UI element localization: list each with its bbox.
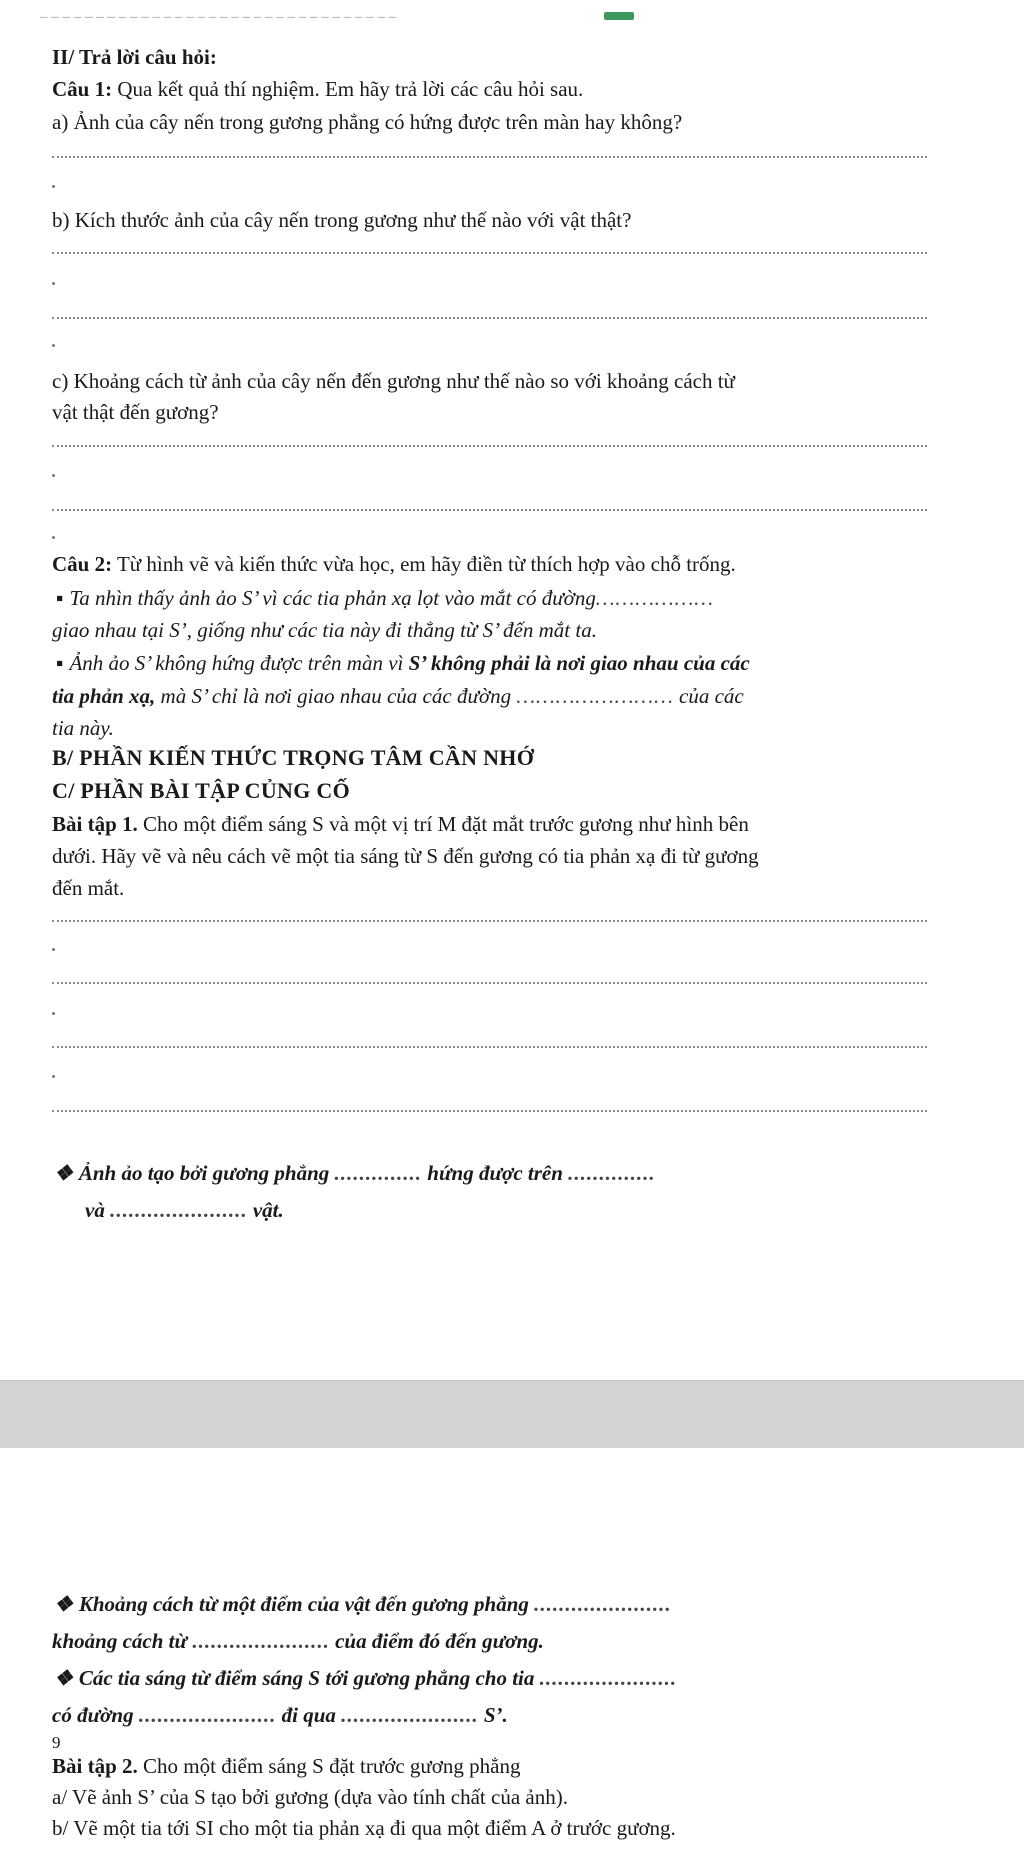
memory-point-2-line-1: ❖ Khoảng cách từ một điểm của vật đến gương phẳng ...................... [54,1592,672,1616]
question-2-text: Từ hình vẽ và kiến thức vừa học, em hãy điền từ thích hợp vào chỗ trống. [112,552,736,576]
question-1-label: Câu 1: [52,77,113,101]
answer-dotted-line [52,1110,927,1112]
exercise-2-part-a: a/ Vẽ ảnh S’ của S tạo bởi gương (dựa vào tính chất của ảnh). [52,1785,568,1809]
question-1c-line-2: vật thật đến gương? [52,400,219,424]
page-number: 9 [52,1733,61,1752]
page-separator [0,1380,1024,1450]
answer-dotted-line [52,445,927,447]
line-dot [52,344,55,347]
bullet-icon: ▪ [56,586,64,610]
diamond-bullet-icon: ❖ [54,1666,73,1690]
question-2-statement-2-line-1: ▪ Ảnh ảo S’ không hứng được trên màn vì S’ không phải là nơi giao nhau của các [56,651,750,675]
question-2-statement-1-line-1: ▪ Ta nhìn thấy ảnh ảo S’ vì các tia phản xạ lọt vào mắt có đường……………… [56,586,714,610]
document-page-bottom [0,1448,1024,1876]
section-ii-heading: II/ Trả lời câu hỏi: [52,45,217,69]
blank-fill: ...................... [138,1703,277,1727]
question-2-statement-2-line-2: tia phản xạ, mà S’ chỉ là nơi giao nhau của các đường …………………… của các [52,684,744,708]
question-2-statement-1-line-2: giao nhau tại S’, giống như các tia này đi thẳng từ S’ đến mắt ta. [52,618,597,642]
cut-off-previous-line: – – – – – – – – – – – – – – – – – – – – – – – – – – – – – – – – [40,10,397,24]
bullet-icon: ▪ [56,651,64,675]
section-b-heading: B/ PHẦN KIẾN THỨC TRỌNG TÂM CẦN NHỚ [52,745,535,770]
question-2-intro [52,551,736,577]
blank-fill: ...................... [110,1198,248,1222]
memory-point-3-line-2: có đường ...................... đi qua ...................... S’. [52,1703,508,1727]
question-2-label: Câu 2: [52,552,113,576]
answer-dotted-line [52,509,927,511]
memory-point-1-line-2: và ...................... vật. [85,1198,284,1222]
line-dot [52,282,55,285]
exercise-2-label: Bài tập 2. [52,1754,138,1778]
blank-fill: ...................... [341,1703,479,1727]
memory-point-1-line-1: ❖ Ảnh ảo tạo bởi gương phẳng .............. hứng được trên .............. [54,1161,656,1185]
blank-fill: …………………… [516,684,674,708]
question-1b: b) Kích thước ảnh của cây nến trong gương như thế nào với vật thật? [52,208,632,232]
line-dot [52,948,55,951]
question-1a: a) Ảnh của cây nến trong gương phẳng có hứng được trên màn hay không? [52,110,683,134]
line-dot [52,474,55,477]
highlight-mark [604,12,634,20]
question-1c-line-1: c) Khoảng cách từ ảnh của cây nến đến gương như thế nào so với khoảng cách từ [52,369,735,393]
answer-dotted-line [52,920,927,922]
answer-dotted-line [52,156,927,158]
line-dot [52,1012,55,1015]
line-dot [52,1075,55,1078]
answer-dotted-line [52,317,927,319]
blank-fill: .............. [568,1161,656,1185]
answer-dotted-line [52,252,927,254]
diamond-bullet-icon: ❖ [54,1592,73,1616]
memory-point-2-line-2: khoảng cách từ ...................... của điểm đó đến gương. [52,1629,544,1653]
section-c-heading: C/ PHẦN BÀI TẬP CỦNG CỐ [52,778,351,803]
memory-point-3-line-1: ❖ Các tia sáng từ điểm sáng S tới gương phẳng cho tia ...................... [54,1666,678,1690]
exercise-1-line-2: dưới. Hãy vẽ và nêu cách vẽ một tia sáng từ S đến gương có tia phản xạ đi từ gương [52,844,759,868]
answer-dotted-line [52,1046,927,1048]
question-2-statement-2-line-3: tia này. [52,716,114,740]
question-1-text: Qua kết quả thí nghiệm. Em hãy trả lời các câu hỏi sau. [112,77,584,101]
exercise-1-line-1: Bài tập 1. Cho một điểm sáng S và một vị trí M đặt mắt trước gương như hình bên [52,812,749,836]
blank-fill: .............. [334,1161,423,1185]
exercise-1-label: Bài tập 1. [52,812,138,836]
blank-fill: ...................... [534,1592,672,1616]
exercise-2-line-1: Bài tập 2. Cho một điểm sáng S đặt trước gương phẳng [52,1754,521,1778]
answer-dotted-line [52,982,927,984]
exercise-1-line-3: đến mắt. [52,876,125,900]
blank-fill: ...................... [192,1629,330,1653]
exercise-2-part-b: b/ Vẽ một tia tới SI cho một tia phản xạ đi qua một điểm A ở trước gương. [52,1816,676,1840]
line-dot [52,185,55,188]
blank-fill: ...................... [539,1666,678,1690]
line-dot [52,536,55,539]
blank-fill: ……………… [595,586,714,610]
diamond-bullet-icon: ❖ [54,1161,73,1185]
question-1-intro [52,76,583,102]
